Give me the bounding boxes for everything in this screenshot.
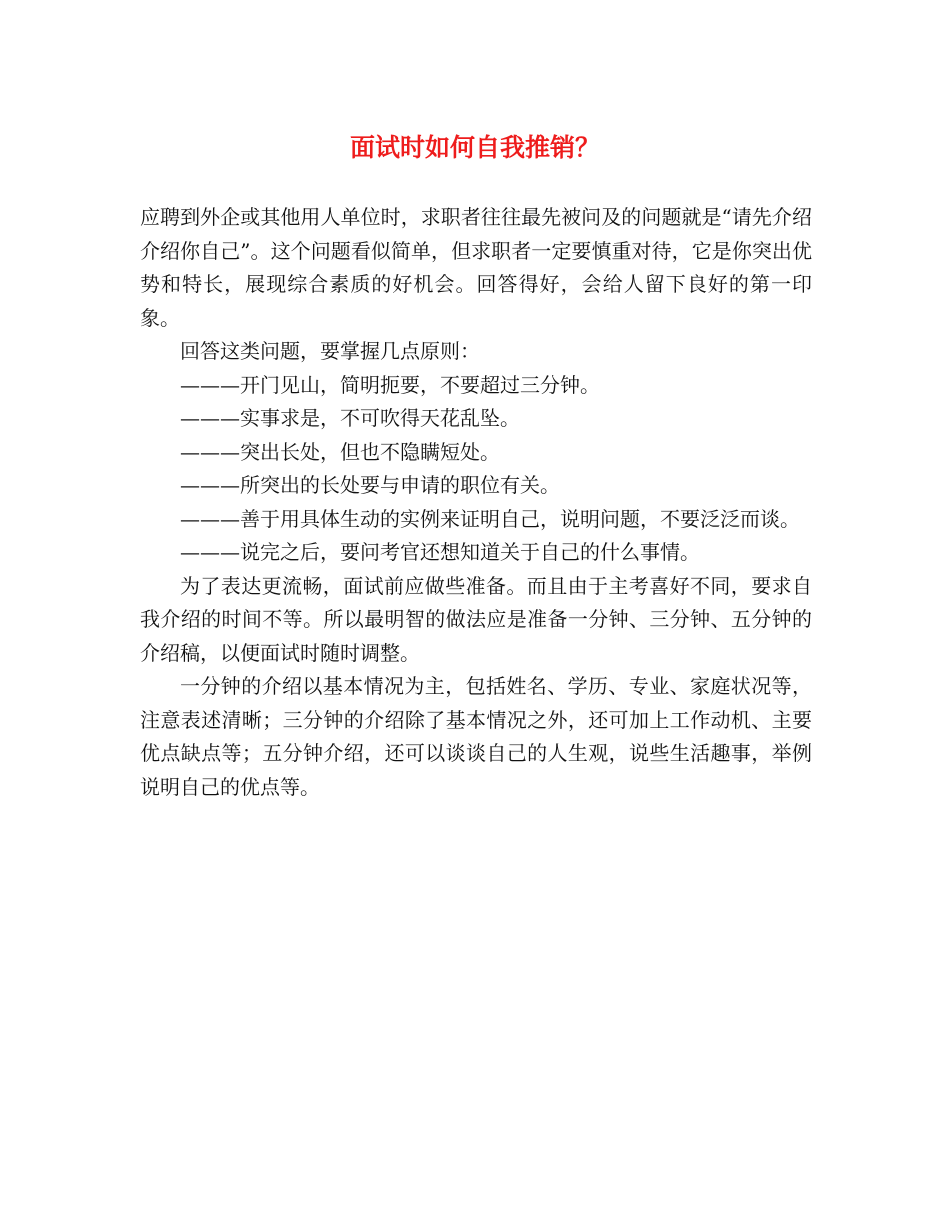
principle-item: ———开门见山，简明扼要，不要超过三分钟。 [180,372,600,397]
principle-item: ———善于用具体生动的实例来证明自己，说明问题，不要泛泛而谈。 [180,506,800,531]
principle-item: ———实事求是，不可吹得天花乱坠。 [180,406,520,430]
durations-paragraph: 一分钟的介绍以基本情况为主，包括姓名、学历、专业、家庭状况等，注意表述清晰；三分钟的介绍除了基本情况之外，还可加上工作动机、主要优点缺点等；五分钟介绍，还可以谈谈自己的人生观，说些生活趣事，举例说明自己的优点等。 [140,674,812,799]
intro-paragraph: 应聘到外企或其他用人单位时，求职者往往最先被问及的问题就是“请先介绍介绍你自己”。这个问题看似简单，但求职者一定要慎重对待，它是你突出优势和特长，展现综合素质的好机会。回答得好，会给人留下良好的第一印象。 [140,205,812,330]
principle-item: ———突出长处，但也不隐瞒短处。 [180,439,500,464]
preparation-paragraph: 为了表达更流畅，面试前应做些准备。而且由于主考喜好不同，要求自我介绍的时间不等。所以最明智的做法应是准备一分钟、三分钟、五分钟的介绍稿，以便面试时随时调整。 [140,573,812,665]
document-body [140,201,812,804]
principle-item: ———所突出的长处要与申请的职位有关。 [180,473,560,497]
principles-heading: 回答这类问题，要掌握几点原则： [180,339,480,363]
page-title: 面试时如何自我推销？ [349,133,600,162]
principle-item: ———说完之后，要问考官还想知道关于自己的什么事情。 [180,540,700,564]
